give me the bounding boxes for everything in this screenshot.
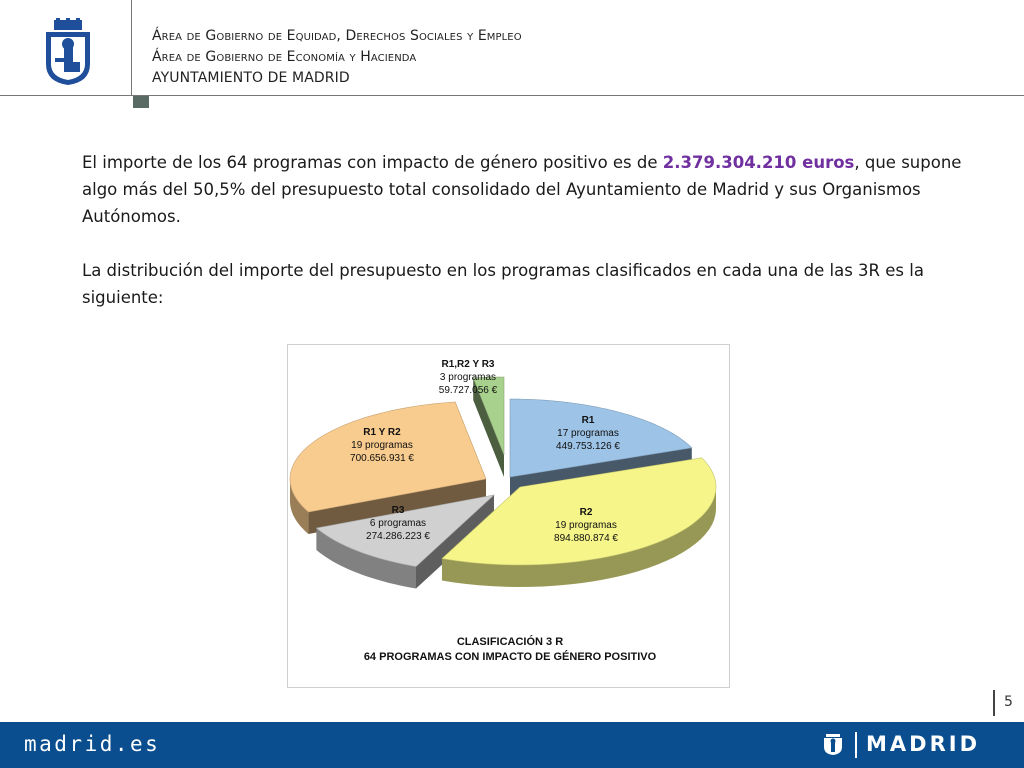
pie-chart — [288, 345, 729, 687]
footer-separator — [855, 732, 857, 758]
chart-title: CLASIFICACIÓN 3 R 64 PROGRAMAS CON IMPACTO DE GÉNERO POSITIVO — [363, 636, 657, 663]
pie-label-4: R1 Y R2 19 programas 700.656.931 € — [350, 427, 414, 464]
header-accent-square — [133, 96, 149, 108]
paragraph-importe-end: , que supone algo más del 50,5% del presupuesto total consolidado del Ayuntamiento de Madrid y sus Organismos Autónomos. — [82, 153, 962, 226]
header-line-1: Área de Gobierno de Equidad, Derechos Sociales y Empleo — [152, 28, 522, 44]
madrid-crest-icon — [40, 18, 96, 86]
header — [0, 0, 1024, 100]
page-number: 5 — [1004, 694, 1013, 710]
pie-label-3: R3 6 programas 274.286.223 € — [366, 505, 430, 542]
paragraph-importe-start: El importe de los 64 programas con impacto de género positivo es de — [82, 153, 663, 172]
importe-total-highlight: 2.379.304.210 euros — [662, 153, 855, 172]
header-divider-vertical — [131, 0, 132, 96]
footer-crest-icon — [822, 734, 844, 756]
pie-label-1: R1 17 programas 449.753.126 € — [556, 415, 620, 452]
paragraph-distribucion: La distribución del importe del presupuesto en los programas clasificados en cada una de las 3R es la siguiente: — [82, 261, 924, 307]
footer — [0, 722, 1024, 768]
header-line-3: AYUNTAMIENTO DE MADRID — [152, 70, 350, 86]
pie-label-5: R1,R2 Y R3 3 programas 59.727.056 € — [438, 359, 498, 396]
pie-label-2: R2 19 programas 894.880.874 € — [554, 507, 618, 544]
paragraph-importe — [82, 149, 962, 230]
header-line-2: Área de Gobierno de Economía y Hacienda — [152, 49, 417, 65]
footer-madrid-wordmark: MADRID — [866, 732, 980, 756]
footer-website[interactable]: madrid.es — [24, 732, 161, 756]
pie-chart-frame — [287, 344, 730, 688]
page-number-bar — [993, 690, 995, 716]
header-divider-horizontal — [0, 95, 1024, 96]
